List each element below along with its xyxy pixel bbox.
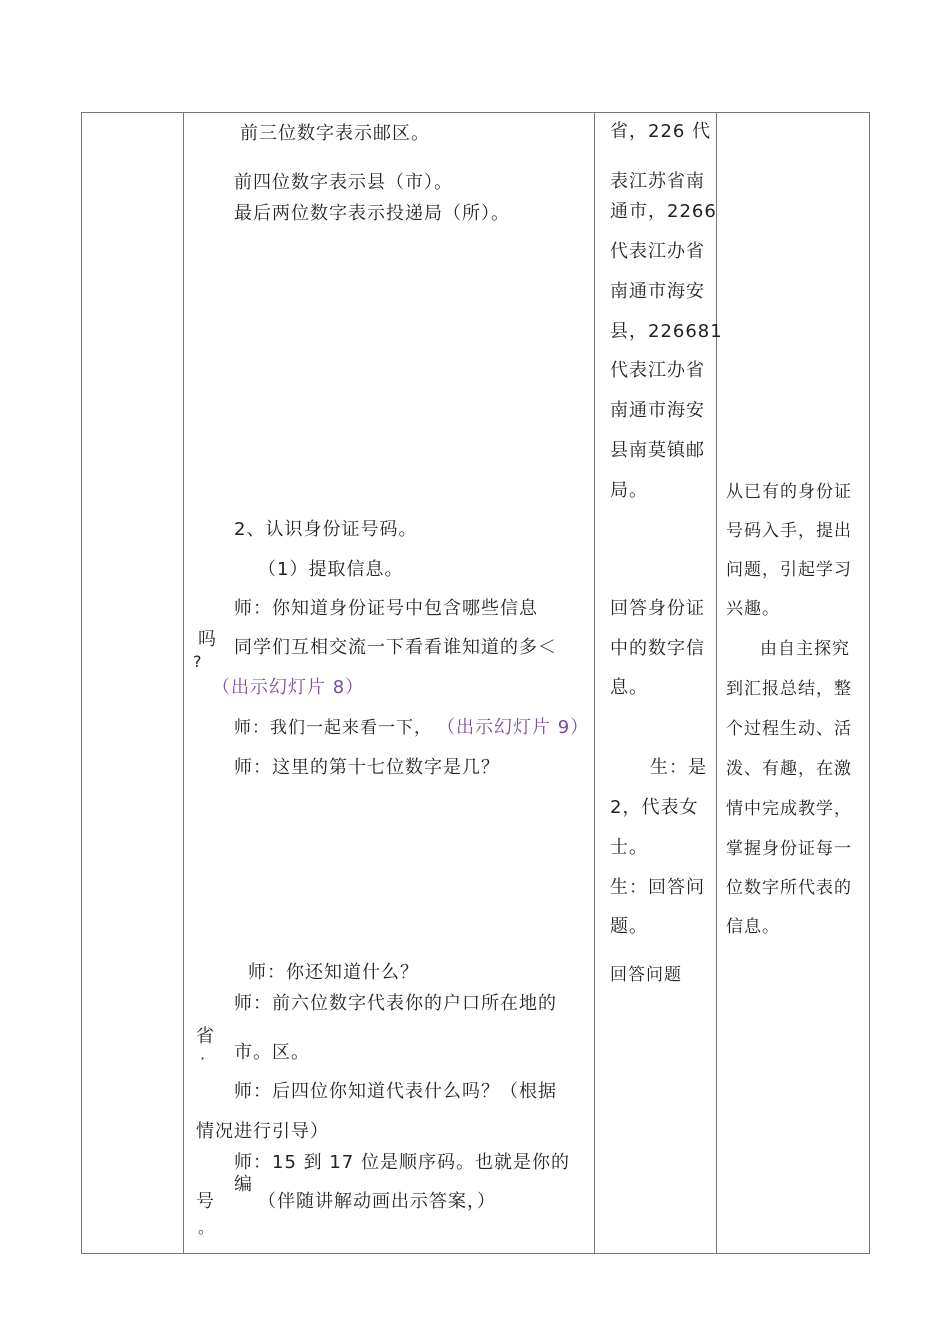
text-line: 省，226 代 [610,121,712,142]
text-line: 师：我们一起来看一下， [234,718,432,738]
text-fragment: 省 [196,1026,215,1047]
text-line: 位数字所代表的 [726,878,852,898]
text-line: 师：这里的第十七位数字是几？ [234,757,500,778]
text-line: 南通市海安 [610,400,705,421]
text-line: 师：你知道身份证号中包含哪些信息 [234,598,538,619]
text-line: 情况进行引导） [196,1121,329,1142]
text-line: 通市，2266 [610,201,717,222]
text-line: 市。区。 [234,1042,310,1063]
text-line: 师：后四位你知道代表什么吗？（根据 [234,1081,557,1102]
slide-reference: （出示幻灯片 9） [437,717,590,738]
text-line: 县，226681 [610,321,723,342]
text-line: 问题，引起学习 [726,560,852,580]
text-line: 师：前六位数字代表你的户口所在地的 [234,993,557,1014]
text-line: 士。 [610,837,648,858]
column-divider [183,112,184,1254]
text-line: 县南莫镇邮 [610,440,705,461]
text-line: 由自主探究 [760,639,850,659]
text-line: 中的数字信 [610,638,705,659]
text-line: （伴随讲解动画出示答案，） [258,1191,496,1212]
column-divider [594,112,595,1254]
text-line: 情中完成教学， [726,799,852,819]
text-fragment: · [200,1049,207,1068]
text-line: 号码入手，提出 [726,521,852,541]
text-fragment: 。 [198,1218,216,1237]
text-line: 2，代表女 [610,797,699,818]
text-line: 个过程生动、活 [726,719,852,739]
text-fragment: 号 [196,1191,215,1212]
text-line: 局。 [610,480,648,501]
text-fragment: ? [193,652,203,671]
text-line: 南通市海安 [610,281,705,302]
text-line: 生：回答问 [610,877,705,898]
text-line: 息。 [610,677,648,698]
slide-reference: （出示幻灯片 8） [212,677,365,698]
text-line: 最后两位数字表示投递局（所）。 [234,203,510,224]
text-line: 到汇报总结，整 [726,679,852,699]
text-line: 师：15 到 17 位是顺序码。也就是你的 [234,1152,570,1173]
text-line: 前四位数字表示县（市）。 [234,172,453,193]
subsection-title: （1）提取信息。 [258,559,404,580]
column-divider [716,112,717,1254]
text-line: 师：你还知道什么？ [248,962,419,983]
text-line: 表江苏省南 [610,171,705,192]
text-fragment: 吗 [198,629,217,650]
text-line: 生：是 [650,757,707,778]
text-line: 泼、有趣，在激 [726,759,852,779]
text-line: 代表江办省 [610,360,705,381]
text-line: 回答身份证 [610,598,705,619]
text-line: 从已有的身份证 [726,482,852,502]
text-line: 代表江办省 [610,241,705,262]
text-line: 掌握身份证每一 [726,839,852,859]
text-line: 题。 [610,916,648,937]
section-title: 2、认识身份证号码。 [234,519,418,540]
text-line: 前三位数字表示邮区。 [240,123,430,144]
text-line: 同学们互相交流一下看看谁知道的多＜ [234,637,557,658]
text-line: 回答问题 [610,965,682,985]
text-line: 兴趣。 [726,599,780,619]
text-fragment: 编 [234,1174,253,1195]
text-line: 信息。 [726,917,780,937]
